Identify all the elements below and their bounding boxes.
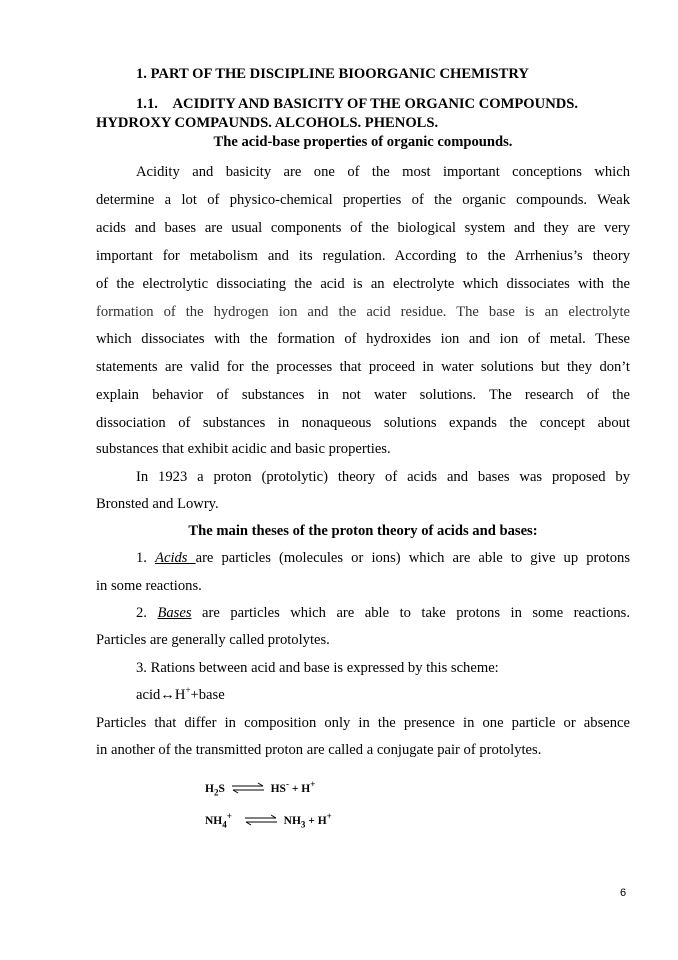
para1-line: substances that exhibit acidic and basic properties. <box>96 441 391 457</box>
eq2-rhs-tail-sup: + <box>326 811 332 822</box>
para1-line: acids and bases are usual components of the biological system and they are very <box>96 220 630 236</box>
acid-base-scheme <box>136 685 630 705</box>
item-text: are particles which are able to take protons in some reactions. <box>191 605 630 621</box>
term-acids: Acids <box>155 550 196 566</box>
para1-line: formation of the hydrogen ion and the acid residue. The base is an electrolyte <box>96 304 630 320</box>
eq1-lhs: H <box>205 783 214 795</box>
item-text: are particles (molecules or ions) which are able to give up protons <box>195 550 631 566</box>
equilibrium-arrows-icon <box>243 814 279 826</box>
eq2-lhs-sup: + <box>226 811 232 822</box>
para2-line: In 1923 a proton (protolytic) theory of acids and bases was proposed by <box>136 469 630 485</box>
term-bases: Bases <box>157 605 192 621</box>
equation-1 <box>205 779 316 798</box>
eq1-lhs-tail: S <box>218 783 225 795</box>
para1-line: statements are valid for the processes that proceed in water solutions but they don’t <box>96 359 630 375</box>
page-number: 6 <box>620 887 627 899</box>
item-number: 1. <box>136 550 156 566</box>
para1-line: important for metabolism and its regulation. According to the Arrhenius’s theory <box>96 248 630 264</box>
para1-line: of the electrolytic dissociating the acid is an electrolyte which dissociates with the <box>96 276 630 292</box>
thesis-item-3: 3. Rations between acid and base is expressed by this scheme: <box>136 660 499 676</box>
eq1-rhs-sup: - <box>285 779 289 790</box>
eq1-rhs: HS <box>270 783 286 795</box>
scheme-right: +base <box>190 687 225 703</box>
section-number: 1.1. <box>136 96 158 112</box>
section-title: ACIDITY AND BASICITY OF THE ORGANIC COMPOUNDS. <box>172 96 579 112</box>
equilibrium-arrows-icon <box>230 782 266 794</box>
section-heading-line2: HYDROXY COMPAUNDS. ALCOHOLS. PHENOLS. <box>96 115 439 131</box>
para1-line: dissociation of substances in nonaqueous solutions expands the concept about <box>96 415 630 431</box>
eq2-lhs: NH <box>205 815 223 827</box>
eq2-rhs-sub: 3 <box>300 819 306 830</box>
equation-2 <box>205 811 332 830</box>
eq2-rhs-tail: + H <box>305 815 327 827</box>
para2-line: Bronsted and Lowry. <box>96 496 219 512</box>
para3-line: in another of the transmitted proton are called a conjugate pair of protolytes. <box>96 742 542 758</box>
section-heading-line1 <box>136 94 630 114</box>
item-number: 2. <box>136 605 158 621</box>
eq2-lhs-sub: 4 <box>222 819 227 830</box>
eq1-lhs-sub: 2 <box>213 787 219 798</box>
eq2-rhs: NH <box>283 815 301 827</box>
para3-line: Particles that differ in composition only in the presence in one particle or absence <box>96 715 630 731</box>
thesis-item-2-cont: Particles are generally called protolytes. <box>96 632 330 648</box>
para1-line: Acidity and basicity are one of the most important conceptions which <box>136 164 630 180</box>
chapter-heading: 1. PART OF THE DISCIPLINE BIOORGANIC CHEMISTRY <box>136 66 529 82</box>
thesis-item-1-cont: in some reactions. <box>96 578 202 594</box>
para1-line: determine a lot of physico-chemical properties of the organic compounds. Weak <box>96 192 630 208</box>
scheme-sup: + <box>185 685 191 696</box>
eq1-rhs-tail-sup: + <box>310 779 316 790</box>
thesis-item-1 <box>136 548 630 568</box>
para1-line: explain behavior of substances in not water solutions. The research of the <box>96 387 630 403</box>
theses-heading: The main theses of the proton theory of acids and bases: <box>188 523 538 539</box>
para1-line: which dissociates with the formation of hydroxides ion and ion of metal. These <box>96 331 630 347</box>
eq1-rhs-tail: + H <box>288 783 311 795</box>
thesis-item-2 <box>136 603 630 623</box>
scheme-left: acid↔H <box>136 687 186 703</box>
subheading: The acid-base properties of organic compounds. <box>213 134 513 150</box>
